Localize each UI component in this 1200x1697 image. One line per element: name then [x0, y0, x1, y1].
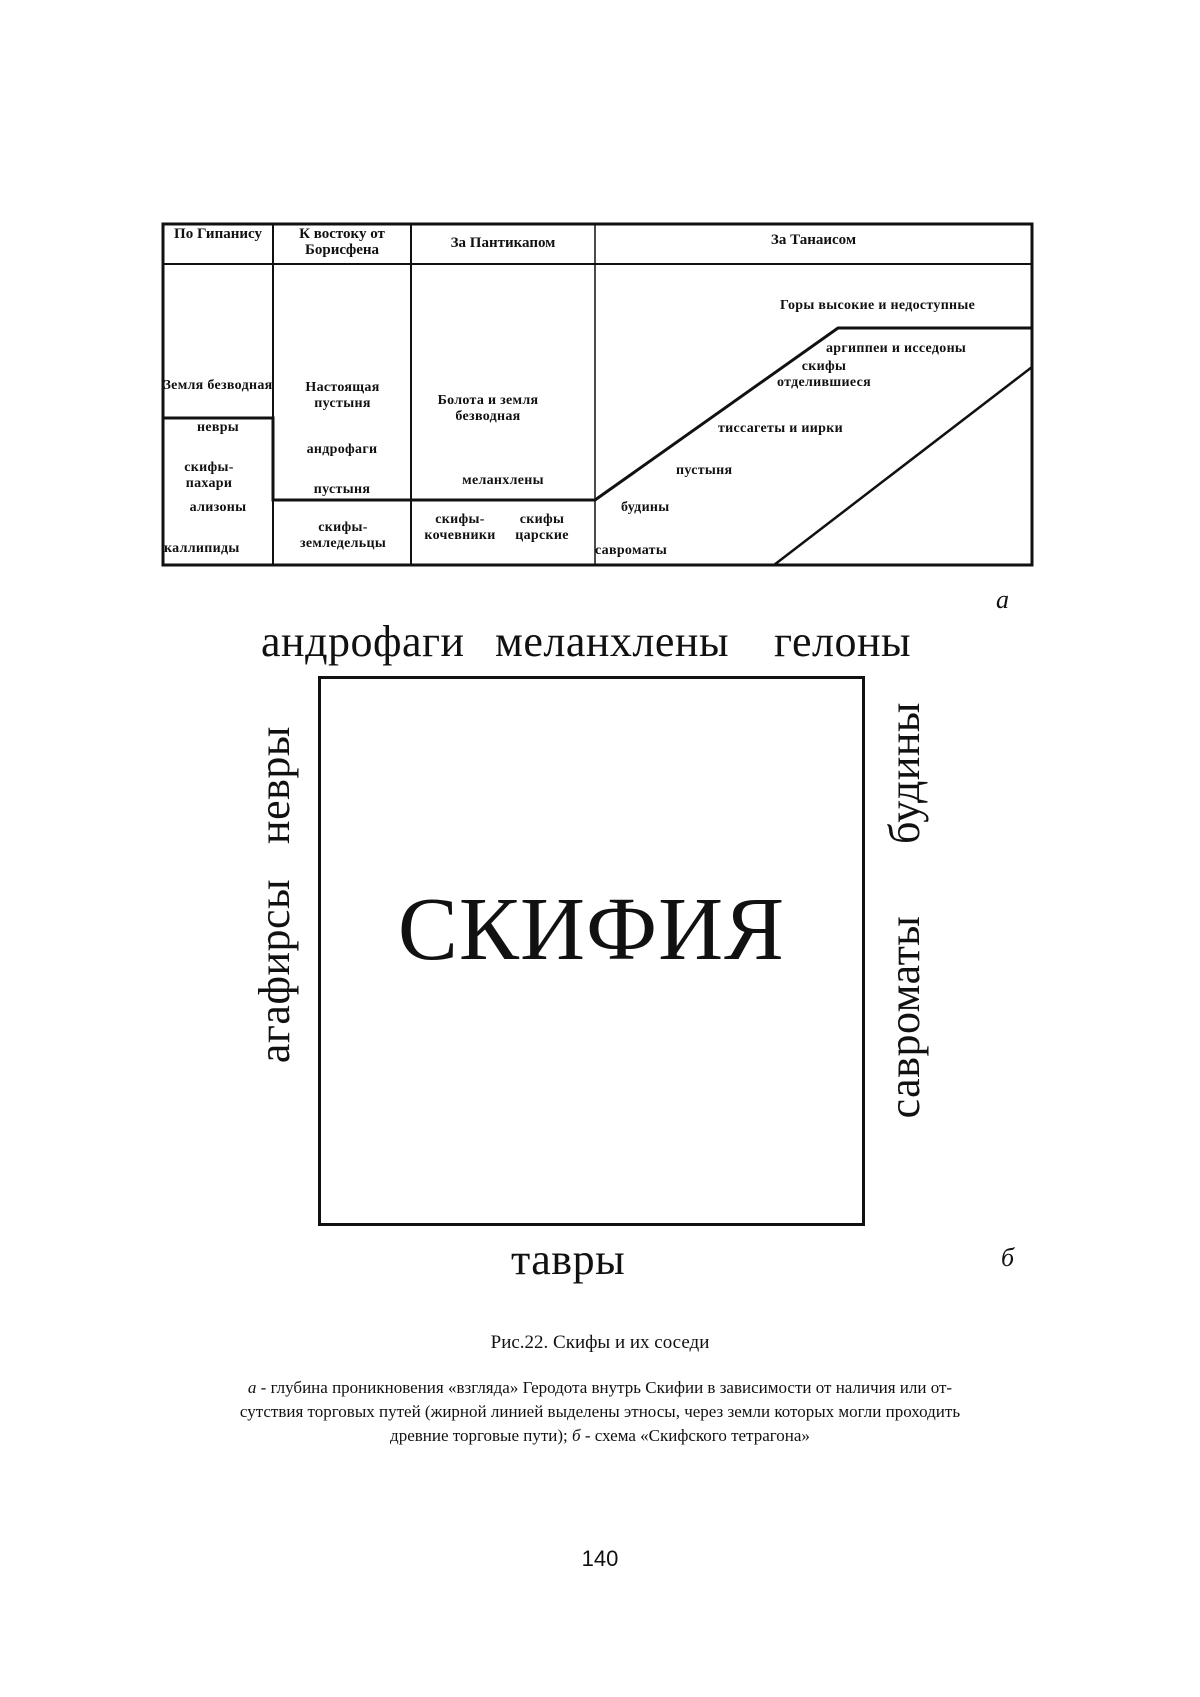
cell-argippaei-issedones: аргиппеи и исседоны — [826, 341, 967, 356]
label-melanchlaeni: меланхлены — [495, 617, 730, 666]
label-scythia: СКИФИЯ — [397, 880, 786, 979]
cell-scythian-farmers: скифы-земледельцы — [299, 520, 387, 551]
caption-line-1 — [0, 1378, 1200, 1398]
column-header-tanais: За Танаисом — [770, 232, 857, 248]
cell-desert: пустыня — [313, 482, 371, 497]
cell-sauromatae: савроматы — [595, 543, 668, 558]
caption-line-3-text-a: древние торговые пути); — [390, 1426, 573, 1445]
cell-scythian-nomads: скифы-кочевники — [424, 512, 496, 543]
cell-true-desert: Настоящая пустыня — [305, 380, 380, 411]
cell-waterless-land: Земля безводная — [163, 378, 273, 393]
caption-line-3-text-b: - схема «Скифского тетрагона» — [580, 1426, 810, 1445]
cell-thyssagetae-iyrcae: тиссагеты и иирки — [718, 421, 843, 436]
figure-caption-title: Рис.22. Скифы и их соседи — [490, 1332, 710, 1353]
cell-androphagi: андрофаги — [306, 442, 378, 457]
page-number: 140 — [581, 1546, 619, 1571]
cell-high-mountains: Горы высокие и недоступные — [780, 298, 976, 313]
cell-tanais-desert: пустыня — [676, 463, 733, 478]
cell-kallipidy: каллипиды — [164, 541, 240, 556]
caption-letter-a: а — [247, 1378, 257, 1397]
cell-nevry: невры — [196, 420, 240, 435]
figure-a-label: а — [996, 585, 1009, 614]
label-tauri: тавры — [511, 1235, 626, 1284]
caption-line-3 — [0, 1426, 1200, 1446]
column-header-borisfen: К востоку от Борисфена — [299, 226, 385, 258]
label-androphagi: андрофаги — [261, 617, 465, 666]
label-budini: будины — [880, 702, 929, 844]
cell-scythian-ploughmen: скифы-пахари — [184, 460, 234, 491]
cell-separated-scythians: скифы отделившиеся — [777, 359, 871, 390]
figure-b-label: б — [1001, 1243, 1015, 1272]
diagonal-line — [774, 367, 1032, 565]
cell-royal-scythians: скифы царские — [515, 512, 569, 543]
cell-melanchlaeni: меланхлены — [462, 473, 544, 488]
cell-swamps: Болота и земля безводная — [437, 393, 539, 424]
label-sauromatae: савроматы — [880, 915, 929, 1119]
caption-letter-b: б — [572, 1426, 581, 1445]
caption-line-1-text: - глубина проникновения «взгляда» Геродота внутрь Скифии в зависимости от наличия или от- — [256, 1378, 953, 1397]
column-header-pantikap: За Пантикапом — [450, 235, 556, 251]
cell-alizony: ализоны — [189, 500, 247, 515]
cell-budini: будины — [621, 500, 670, 515]
label-geloni: гелоны — [774, 617, 912, 666]
label-nevry: невры — [250, 726, 299, 844]
label-agathyrsi: агафирсы — [250, 878, 299, 1064]
caption-line-2: сутствия торговых путей (жирной линией выделены этносы, через земли которых могли проходить — [239, 1402, 961, 1421]
column-header-gipanis: По Гипанису — [174, 226, 262, 242]
